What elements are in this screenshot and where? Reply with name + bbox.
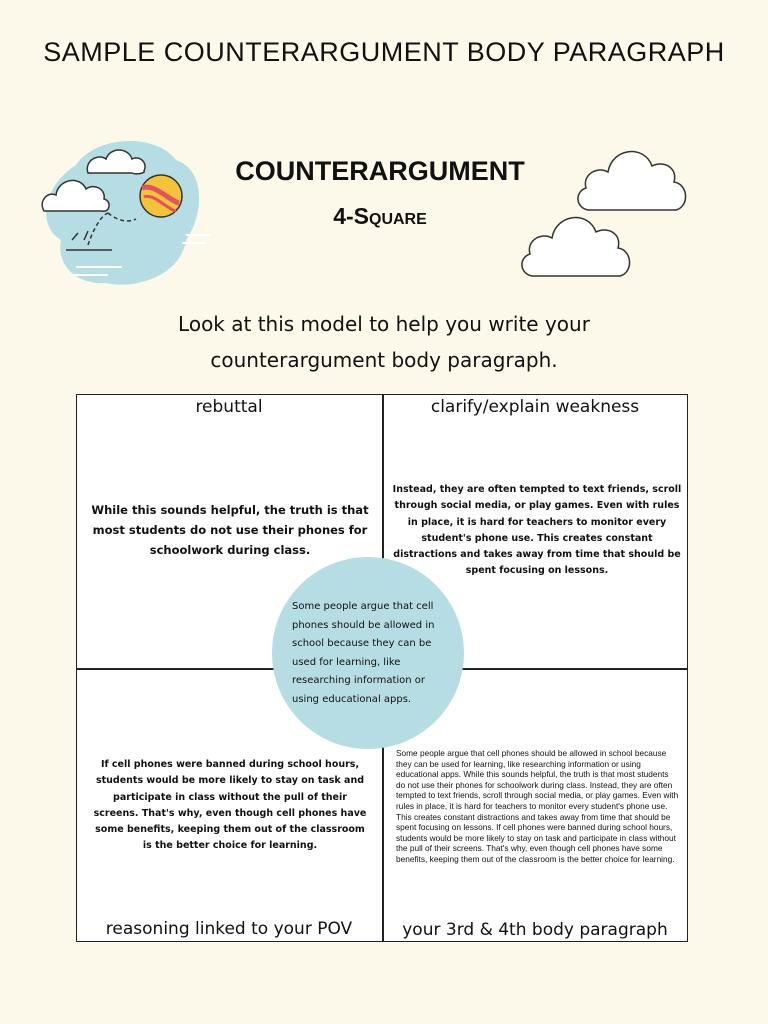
- quadrant-label-rebuttal: rebuttal: [195, 397, 263, 417]
- page-title: SAMPLE COUNTERARGUMENT BODY PARAGRAPH: [43, 37, 725, 67]
- quadrant-text-full-paragraph: Some people argue that cell phones should be allowed in school because they can be used for learning, like researching information or using educational apps. While this sounds helpful, the truth is that most students do not use their phones for schoolwork during class. Instead, they are often tempted to text friends, scroll through social media, or play games. Even with rules in place, it is hard for teachers to monitor every student's phone use. This creates constant distractions and takes away from time that should be spent focusing on lessons. If cell phones were banned during school hours, students would be more likely to stay on task and participate in class without the pull of their screens. That's why, even though cell phones have some benefits, keeping them out of the classroom is the better choice for learning.: [396, 748, 679, 864]
- intro-text: Look at this model to help you write your counterargument body paragraph.: [178, 312, 590, 372]
- quadrant-label-body-paragraph: your 3rd & 4th body paragraph: [402, 920, 668, 940]
- bouncing-ball-illustration: [36, 135, 216, 295]
- cloud-icon: [574, 140, 692, 216]
- quadrant-text-rebuttal: While this sounds helpful, the truth is that most students do not use their phones for schoolwork during class.: [91, 503, 369, 557]
- quadrant-label-reasoning: reasoning linked to your POV: [105, 919, 353, 939]
- quadrant-text-reasoning: If cell phones were banned during school hours, students would be more likely to stay on task and participate in class without the pull of their screens. That's why, even though cell phones have some benefits, keeping them out of the classroom is the better choice for learning.: [93, 759, 367, 852]
- quadrant-label-clarify: clarify/explain weakness: [430, 397, 640, 417]
- center-claim-text: Some people argue that cell phones should be allowed in school because they can be used for learning, like researching information or using educational apps.: [292, 601, 435, 705]
- heading-4-square: 4-Square: [333, 203, 427, 229]
- quadrant-text-clarify: Instead, they are often tempted to text friends, scroll through social media, or play games. Even with rules in place, it is hard for teachers to monitor every student's phone use. This creates constant distractions and takes away from time that should be spent focusing on lessons.: [392, 484, 682, 577]
- cloud-icon: [518, 206, 636, 282]
- heading-counterargument: COUNTERARGUMENT: [235, 156, 525, 186]
